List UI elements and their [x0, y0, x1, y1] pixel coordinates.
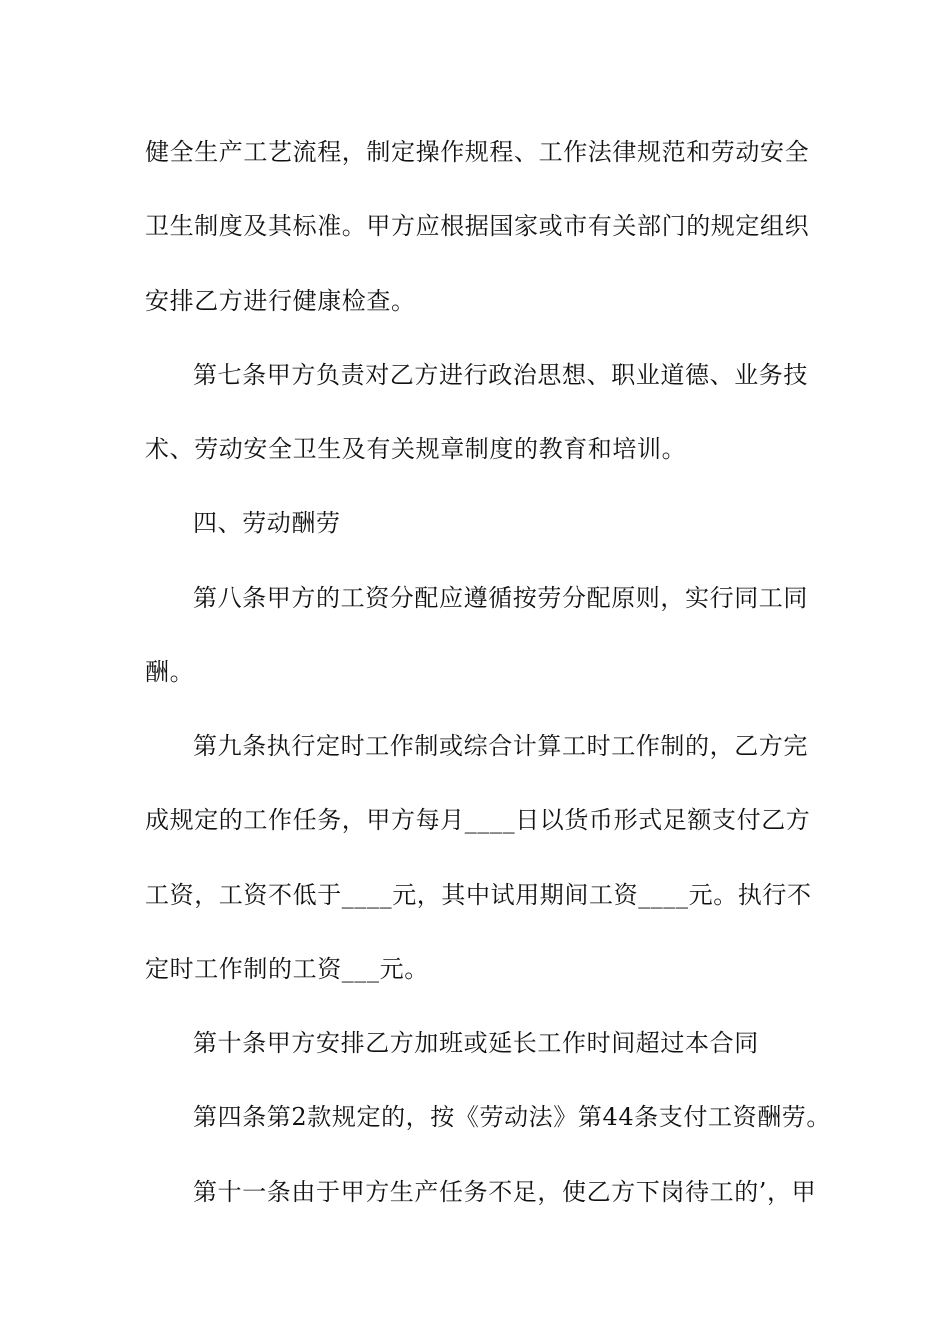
section-heading: 四、劳动酬劳: [193, 509, 341, 537]
text-line: 卫生制度及其标准。甲方应根据国家或市有关部门的规定组织: [145, 212, 810, 240]
paragraph-start-line: 第七条甲方负责对乙方进行政治思想、职业道德、业务技: [193, 361, 808, 389]
text-line: 酬。: [145, 658, 195, 686]
paragraph-start-line: 第九条执行定时工作制或综合计算工时工作制的，乙方完: [193, 732, 808, 760]
paragraph-start-line: 第十条甲方安排乙方加班或延长工作时间超过本合同: [193, 1029, 759, 1057]
text-line: 成规定的工作任务，甲方每月____日以货币形式足额支付乙方: [145, 806, 811, 834]
text-line: 健全生产工艺流程，制定操作规程、工作法律规范和劳动安全: [145, 138, 810, 166]
paragraph-start-line: 第四条第2款规定的，按《劳动法》第44条支付工资酬劳。: [193, 1103, 832, 1131]
paragraph-start-line: 第八条甲方的工资分配应遵循按劳分配原则，实行同工同: [193, 584, 808, 612]
paragraph-start-line: 第十一条由于甲方生产任务不足，使乙方下岗待工的’，甲: [193, 1178, 817, 1206]
text-line: 安排乙方进行健康检查。: [145, 287, 416, 315]
text-line: 术、劳动安全卫生及有关规章制度的教育和培训。: [145, 435, 687, 463]
text-line: 定时工作制的工资___元。: [145, 955, 429, 983]
text-line: 工资，工资不低于____元，其中试用期间工资____元。执行不: [145, 881, 812, 909]
